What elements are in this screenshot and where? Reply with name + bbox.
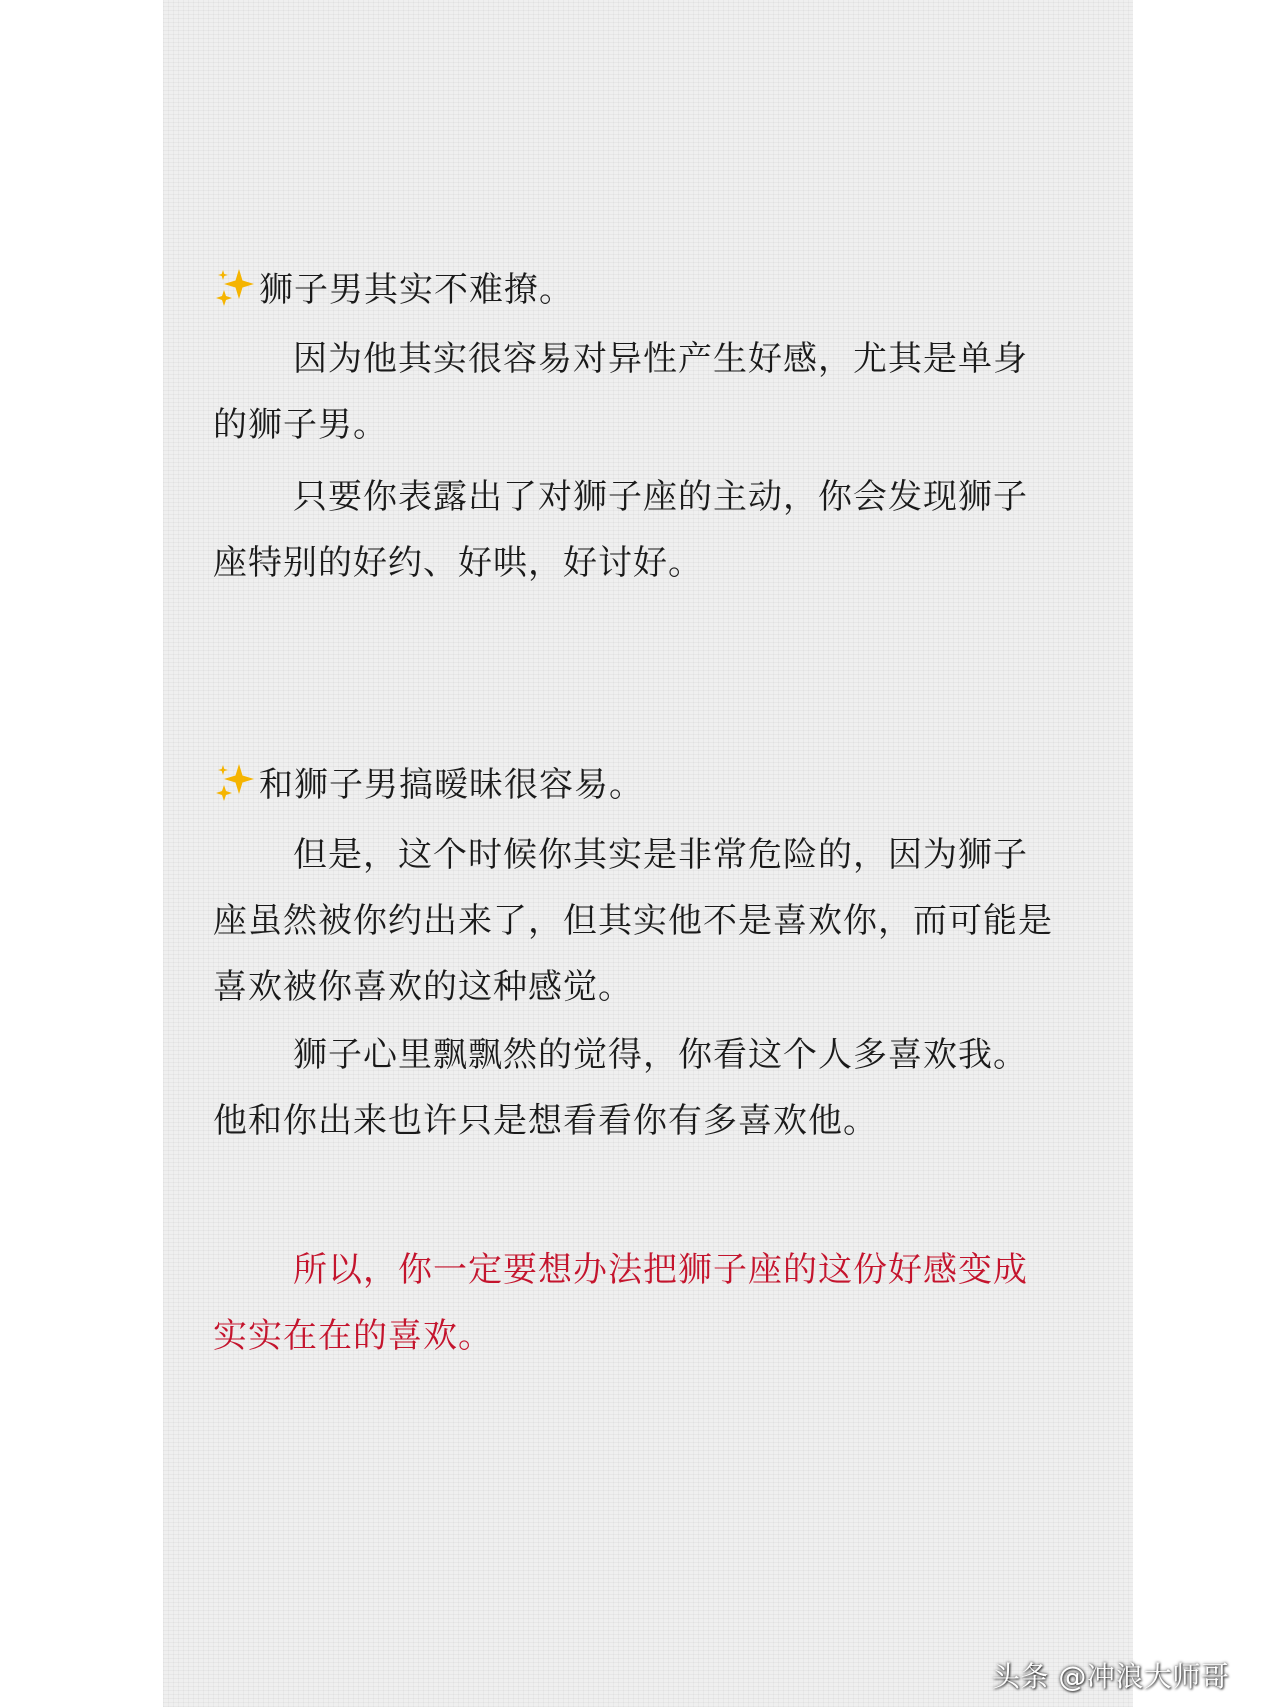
section-1-paragraph-2: 只要你表露出了对狮子座的主动，你会发现狮子座特别的好约、好哄，好讨好。: [213, 477, 1028, 583]
section-1-heading: [213, 265, 1053, 315]
sparkles-icon: [213, 265, 257, 309]
section-1-paragraph-1: 因为他其实很容易对异性产生好感，尤其是单身的狮子男。: [213, 339, 1028, 445]
section-2-heading: [213, 760, 1053, 810]
watermark: 头条 @冲浪大师哥: [992, 1660, 1230, 1693]
section-1-heading-text: 狮子男其实不难撩。: [259, 270, 574, 310]
section-2-paragraph-1: 但是，这个时候你其实是非常危险的，因为狮子座虽然被你约出来了，但其实他不是喜欢你，而可能是喜欢被你喜欢的这种感觉。: [213, 835, 1053, 1007]
conclusion-highlight: 所以，你一定要想办法把狮子座的这份好感变成实实在在的喜欢。: [213, 1250, 1028, 1356]
section-2-paragraph-2: 狮子心里飘飘然的觉得，你看这个人多喜欢我。他和你出来也许只是想看看你有多喜欢他。: [213, 1035, 1028, 1141]
section-2-heading-text: 和狮子男搞暧昧很容易。: [259, 765, 644, 805]
sparkles-icon: [213, 760, 257, 804]
